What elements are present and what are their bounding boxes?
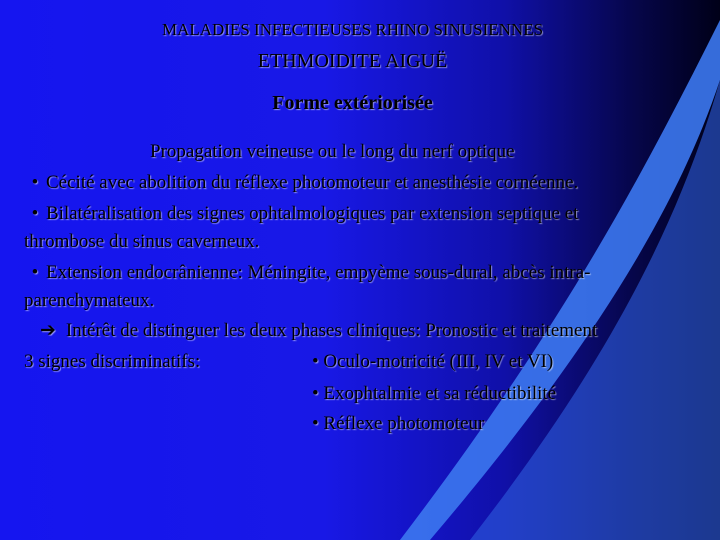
bullet-icon: •	[312, 383, 319, 404]
bullet-continuation: parenchymateux.	[24, 290, 155, 311]
sign-item: • Oculo-motricité (III, IV et VI)	[312, 351, 554, 372]
section-heading: Forme extériorisée	[272, 92, 433, 114]
bullet-icon: •	[31, 262, 39, 283]
bullet-icon: •	[31, 172, 39, 193]
slide-subtitle: ETHMOIDITE AIGUË	[257, 50, 448, 72]
sign-item: • Réflexe photomoteur	[312, 413, 485, 434]
slide-title: MALADIES INFECTIEUSES RHINO SINUSIENNES	[161, 20, 544, 39]
intro-text: Propagation veineuse ou le long du nerf optique	[150, 141, 515, 162]
bullet-item: • Extension endocrânienne: Méningite, empyème sous-dural, abcès intra-	[24, 262, 591, 284]
bullet-continuation: thrombose du sinus caverneux.	[24, 231, 260, 252]
bullet-item: • Cécité avec abolition du réflexe photomoteur et anesthésie cornéenne.	[24, 172, 578, 194]
sign-item: • Exophtalmie et sa réductibilité	[312, 383, 557, 404]
bullet-item: • Bilatéralisation des signes ophtalmologiques par extension septique et	[24, 203, 578, 225]
bullet-icon: •	[31, 203, 39, 224]
signs-label: 3 signes discriminatifs:	[24, 351, 201, 372]
bullet-icon: •	[312, 413, 319, 434]
interest-line: ➔ Intérêt de distinguer les deux phases cliniques: Pronostic et traitement	[40, 320, 598, 341]
bullet-icon: •	[312, 351, 319, 372]
arrow-right-icon: ➔	[40, 320, 56, 341]
